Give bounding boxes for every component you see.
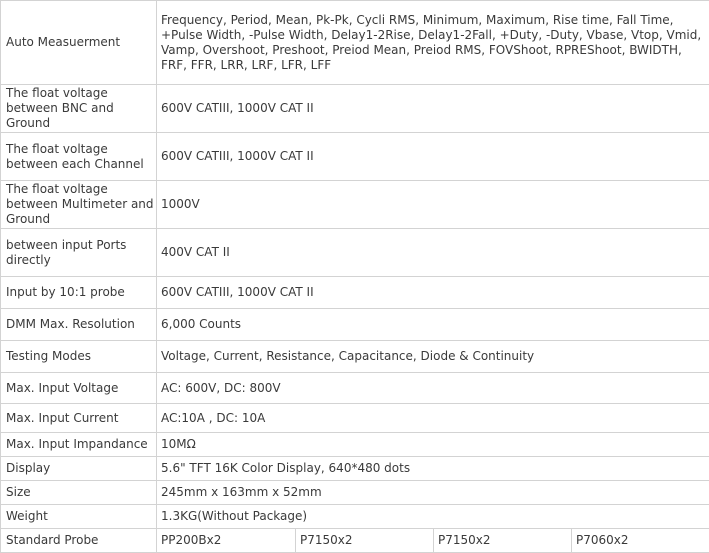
spec-value: 245mm x 163mm x 52mm <box>157 481 709 505</box>
row-auto-measurement <box>1 1 709 85</box>
spec-label: between input Ports directly <box>1 229 157 277</box>
spec-label: Input by 10:1 probe <box>1 277 157 309</box>
row-dmm-resolution <box>1 309 709 341</box>
spec-value: 1.3KG(Without Package) <box>157 505 709 529</box>
spec-label: DMM Max. Resolution <box>1 309 157 341</box>
spec-value: 600V CATIII, 1000V CAT II <box>157 133 709 181</box>
row-standard-probe <box>1 529 709 553</box>
spec-label: The float voltage between BNC and Ground <box>1 85 157 133</box>
spec-value: Frequency, Period, Mean, Pk-Pk, Cycli RMS, Minimum, Maximum, Rise time, Fall Time, +Pulse Width, -Pulse Width, Delay1-2Rise, Delay1-2Fall, +Duty, -Duty, Vbase, Vtop, Vmid, Vamp, Overshoot, Preshoot, Preiod Mean, Preiod RMS, FOVShoot, RPREShoot, BWIDTH, FRF, FFR, LRR, LRF, LFR, LFF <box>157 1 709 85</box>
probe-value: P7060x2 <box>572 529 709 553</box>
spec-value: 6,000 Counts <box>157 309 709 341</box>
row-testing-modes <box>1 341 709 373</box>
spec-label: Max. Input Current <box>1 404 157 433</box>
spec-value: 10MΩ <box>157 433 709 457</box>
spec-value: AC: 600V, DC: 800V <box>157 373 709 404</box>
spec-label: Max. Input Voltage <box>1 373 157 404</box>
row-float-bnc-ground <box>1 85 709 133</box>
spec-label: Auto Measuerment <box>1 1 157 85</box>
spec-value: AC:10A , DC: 10A <box>157 404 709 433</box>
row-input-probe <box>1 277 709 309</box>
probe-value: P7150x2 <box>434 529 572 553</box>
spec-value: 5.6" TFT 16K Color Display, 640*480 dots <box>157 457 709 481</box>
row-max-input-current <box>1 404 709 433</box>
spec-label: Weight <box>1 505 157 529</box>
spec-label: The float voltage between each Channel <box>1 133 157 181</box>
row-size <box>1 481 709 505</box>
spec-label: The float voltage between Multimeter and Ground <box>1 181 157 229</box>
spec-value: 400V CAT II <box>157 229 709 277</box>
spec-value: 600V CATIII, 1000V CAT II <box>157 85 709 133</box>
spec-label: Display <box>1 457 157 481</box>
row-float-multimeter-ground <box>1 181 709 229</box>
spec-value: 1000V <box>157 181 709 229</box>
row-input-ports <box>1 229 709 277</box>
row-float-each-channel <box>1 133 709 181</box>
spec-label: Testing Modes <box>1 341 157 373</box>
probe-value: PP200Bx2 <box>157 529 296 553</box>
spec-label: Standard Probe <box>1 529 157 553</box>
spec-label: Max. Input Impandance <box>1 433 157 457</box>
row-max-input-impedance <box>1 433 709 457</box>
spec-value: 600V CATIII, 1000V CAT II <box>157 277 709 309</box>
spec-label: Size <box>1 481 157 505</box>
row-weight <box>1 505 709 529</box>
spec-value: Voltage, Current, Resistance, Capacitance, Diode & Continuity <box>157 341 709 373</box>
row-display <box>1 457 709 481</box>
row-max-input-voltage <box>1 373 709 404</box>
probe-value: P7150x2 <box>296 529 434 553</box>
